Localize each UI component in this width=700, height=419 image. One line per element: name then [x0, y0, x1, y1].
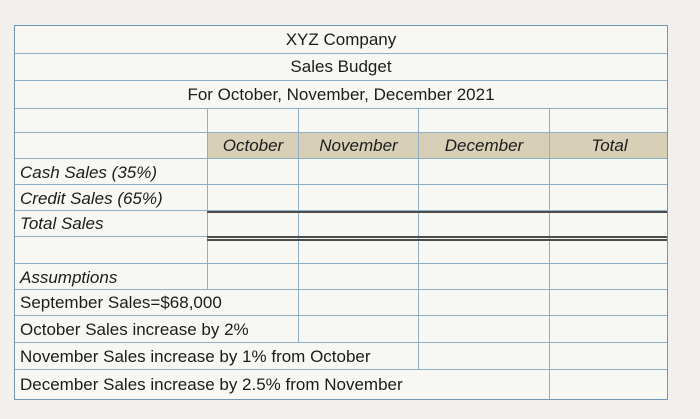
- company-name: XYZ Company: [285, 30, 397, 49]
- row-assumption-november: [15, 343, 667, 370]
- column-header-row: [15, 133, 667, 159]
- row-total-sales: [15, 211, 667, 237]
- header-total: Total: [591, 136, 628, 155]
- cell[interactable]: [418, 290, 549, 315]
- header-december: December: [444, 136, 524, 155]
- cell[interactable]: [549, 316, 668, 342]
- header-cell-october[interactable]: [207, 133, 298, 158]
- row-assumption-december: [15, 370, 667, 399]
- cell[interactable]: [549, 211, 668, 236]
- cell[interactable]: [418, 185, 549, 210]
- cell[interactable]: [298, 109, 418, 132]
- cell[interactable]: [418, 343, 549, 369]
- title-row-period: [15, 81, 667, 109]
- cell[interactable]: [207, 185, 298, 210]
- cell[interactable]: [549, 159, 668, 184]
- cell[interactable]: [298, 264, 418, 289]
- label-cash-sales: Cash Sales (35%): [20, 163, 158, 182]
- header-cell-total[interactable]: [549, 133, 668, 158]
- label-total-sales: Total Sales: [20, 214, 104, 233]
- header-october: October: [222, 136, 284, 155]
- cell[interactable]: [298, 316, 418, 342]
- row-assumption-october: [15, 316, 667, 343]
- assumption-september: September Sales=$68,000: [20, 293, 222, 312]
- cell[interactable]: [418, 264, 549, 289]
- report-period: For October, November, December 2021: [187, 85, 495, 104]
- row-cash-sales: [15, 159, 667, 185]
- cell[interactable]: [207, 264, 298, 289]
- cell[interactable]: [207, 109, 298, 132]
- assumption-december: December Sales increase by 2.5% from November: [20, 375, 403, 394]
- cell[interactable]: [207, 159, 298, 184]
- row-credit-sales: [15, 185, 667, 211]
- header-cell-november[interactable]: [298, 133, 418, 158]
- spreadsheet: [14, 25, 668, 400]
- cell[interactable]: [418, 109, 549, 132]
- cell[interactable]: [549, 109, 668, 132]
- total-bottom-border-1: [207, 236, 667, 238]
- spacer-row-2: [15, 237, 667, 264]
- cell[interactable]: [418, 159, 549, 184]
- header-november: November: [319, 136, 398, 155]
- title-row-company: [15, 26, 667, 54]
- assumptions-heading: Assumptions: [20, 268, 118, 287]
- row-assumption-september: [15, 290, 667, 316]
- cell[interactable]: [549, 185, 668, 210]
- cell[interactable]: [207, 211, 298, 236]
- cell[interactable]: [549, 370, 668, 399]
- row-assumptions: [15, 264, 667, 290]
- cell[interactable]: [549, 264, 668, 289]
- report-title: Sales Budget: [290, 57, 392, 76]
- cell[interactable]: [298, 211, 418, 236]
- assumption-october: October Sales increase by 2%: [20, 320, 249, 339]
- header-cell-december[interactable]: [418, 133, 549, 158]
- cell[interactable]: [298, 185, 418, 210]
- cell[interactable]: [298, 290, 418, 315]
- cell[interactable]: [418, 316, 549, 342]
- cell[interactable]: [418, 211, 549, 236]
- assumption-november: November Sales increase by 1% from October: [20, 347, 371, 366]
- total-top-border: [207, 211, 667, 213]
- cell[interactable]: [549, 290, 668, 315]
- title-row-report: [15, 54, 667, 81]
- cell[interactable]: [298, 159, 418, 184]
- label-credit-sales: Credit Sales (65%): [20, 189, 163, 208]
- total-bottom-border-2: [207, 239, 667, 241]
- cell[interactable]: [549, 343, 668, 369]
- spacer-row-1: [15, 109, 667, 133]
